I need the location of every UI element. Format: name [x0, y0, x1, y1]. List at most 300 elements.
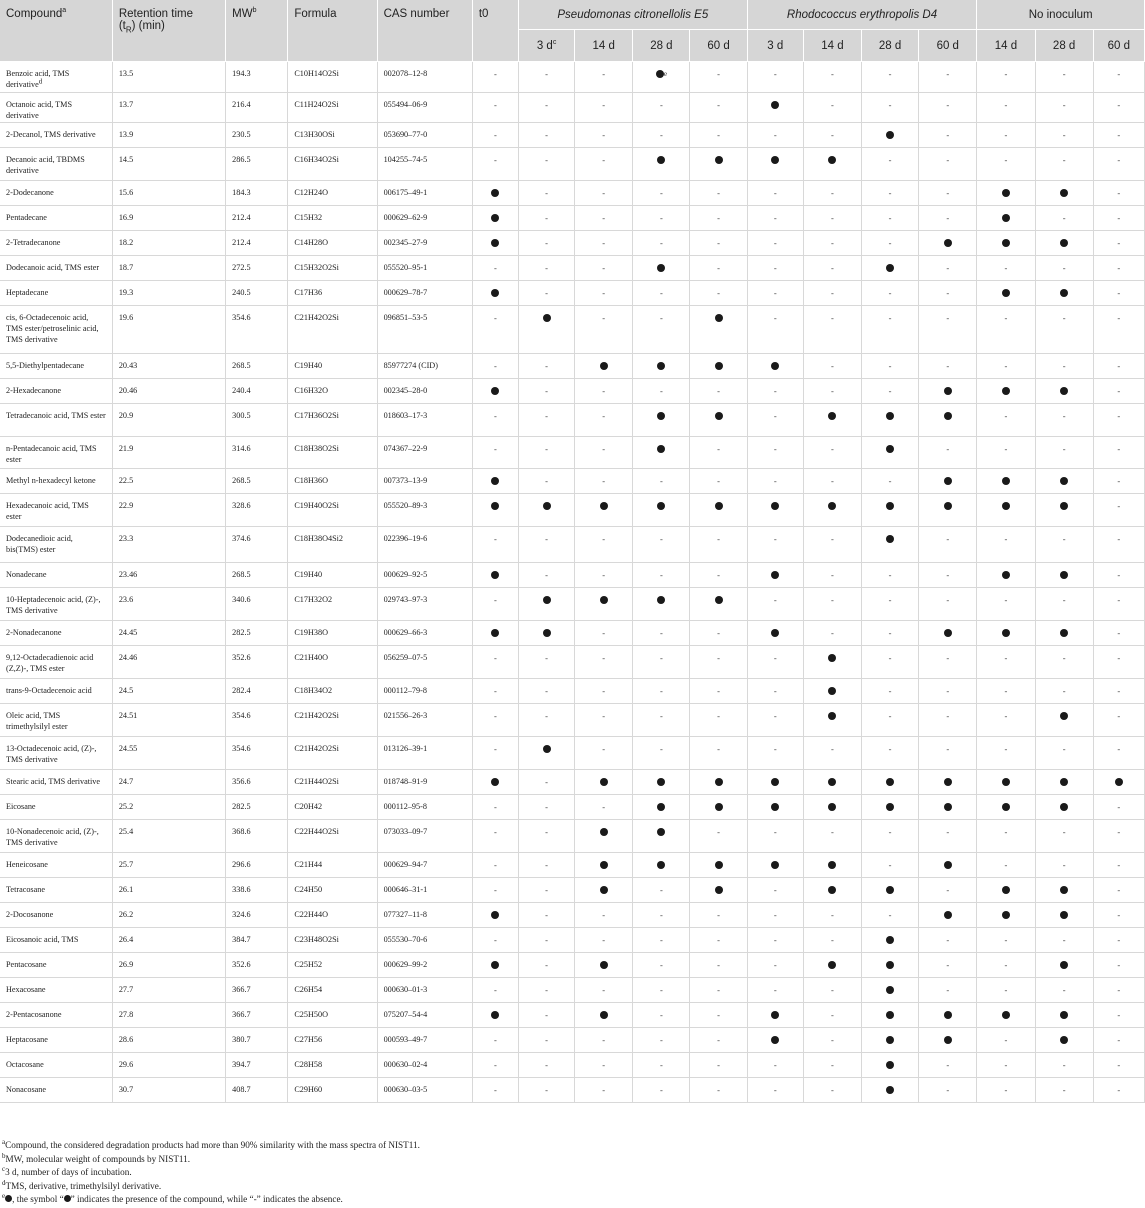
col-header-cas-number: CAS number: [377, 0, 472, 62]
cell-t0: [472, 379, 518, 404]
absence-dash: -: [1117, 360, 1121, 371]
cell-t0: [472, 588, 518, 621]
cell-p-14d: [575, 770, 633, 795]
cell-p-60d: [690, 469, 747, 494]
table-row: [0, 1053, 1145, 1078]
cell-t0: [472, 770, 518, 795]
cell-p-3d: [518, 853, 574, 878]
cell-n-28d: [1035, 62, 1093, 93]
presence-dot-icon: [491, 571, 499, 579]
cell-n-14d: [977, 469, 1035, 494]
absence-dash: -: [1117, 859, 1121, 870]
cell-retention-time: 24.51: [112, 704, 225, 737]
absence-dash: -: [602, 99, 606, 110]
cell-r-28d: [862, 62, 919, 93]
cell-n-28d: [1035, 469, 1093, 494]
cell-n-60d: [1093, 62, 1144, 93]
absence-dash: -: [1117, 475, 1121, 486]
absence-dash: -: [773, 685, 777, 696]
cell-r-60d: [919, 404, 977, 437]
cell-p-60d: [690, 281, 747, 306]
cell-cas-number: 006175–49-1: [377, 181, 472, 206]
absence-dash: -: [888, 710, 892, 721]
cell-n-60d: [1093, 231, 1144, 256]
cell-compound: 5,5-Diethylpentadecane: [0, 354, 112, 379]
cell-r-14d: [803, 646, 861, 679]
cell-formula: C21H44O2Si: [288, 770, 377, 795]
cell-r-3d: [747, 62, 803, 93]
cell-p-14d: [575, 469, 633, 494]
presence-dot-icon: [715, 314, 723, 322]
absence-dash: -: [773, 934, 777, 945]
absence-dash: -: [717, 710, 720, 721]
absence-dash: -: [494, 934, 497, 945]
absence-dash: -: [494, 801, 497, 812]
presence-dot-icon: [886, 936, 894, 944]
absence-dash: -: [830, 627, 834, 638]
absence-dash: -: [888, 237, 892, 248]
cell-p-28d: [633, 527, 690, 563]
cell-p-14d: [575, 206, 633, 231]
cell-compound: Heptadecane: [0, 281, 112, 306]
absence-dash: -: [545, 984, 548, 995]
cell-n-60d: [1093, 737, 1144, 770]
cell-cas-number: 000629–78-7: [377, 281, 472, 306]
absence-dash: -: [888, 627, 892, 638]
cell-n-28d: [1035, 737, 1093, 770]
cell-r-3d: [747, 404, 803, 437]
absence-dash: -: [830, 909, 834, 920]
cell-p-28d: [633, 795, 690, 820]
absence-dash: -: [946, 187, 950, 198]
table-row: [0, 306, 1145, 354]
cell-p-3d: [518, 903, 574, 928]
absence-dash: -: [830, 934, 834, 945]
presence-dot-icon: [1060, 803, 1068, 811]
cell-n-60d: [1093, 795, 1144, 820]
cell-p-3d: [518, 231, 574, 256]
absence-dash: -: [888, 68, 892, 79]
cell-r-14d: [803, 1078, 861, 1103]
table-row: [0, 527, 1145, 563]
cell-p-60d: [690, 181, 747, 206]
absence-dash: -: [494, 884, 497, 895]
absence-dash: -: [1062, 212, 1066, 223]
cell-r-3d: [747, 123, 803, 148]
presence-dot-icon: [657, 803, 665, 811]
absence-dash: -: [602, 710, 606, 721]
cell-formula: C19H40: [288, 563, 377, 588]
cell-retention-time: 24.55: [112, 737, 225, 770]
table-row: [0, 1078, 1145, 1103]
presence-dot-icon: [1002, 571, 1010, 579]
absence-dash: -: [717, 569, 720, 580]
absence-dash: -: [602, 801, 606, 812]
cell-mw: 282.5: [226, 795, 288, 820]
absence-dash: -: [1117, 569, 1121, 580]
cell-mw: 212.4: [226, 206, 288, 231]
cell-cas-number: 000629–99-2: [377, 953, 472, 978]
cell-r-14d: [803, 588, 861, 621]
cell-p-60d: [690, 62, 747, 93]
cell-mw: 268.5: [226, 469, 288, 494]
absence-dash: -: [773, 652, 777, 663]
presence-dot-icon: [491, 189, 499, 197]
table-row: [0, 978, 1145, 1003]
presence-dot-icon: [886, 1061, 894, 1069]
cell-n-28d: [1035, 281, 1093, 306]
cell-retention-time: 20.43: [112, 354, 225, 379]
absence-dash: -: [602, 154, 606, 165]
cell-compound: 2-Pentacosanone: [0, 1003, 112, 1028]
absence-dash: -: [545, 1009, 548, 1020]
cell-formula: C23H48O2Si: [288, 928, 377, 953]
presence-dot-icon: [715, 502, 723, 510]
cell-r-14d: [803, 206, 861, 231]
cell-r-14d: [803, 563, 861, 588]
cell-p-3d: [518, 1053, 574, 1078]
cell-retention-time: 24.5: [112, 679, 225, 704]
cell-r-14d: [803, 181, 861, 206]
presence-dot-icon: [491, 239, 499, 247]
cell-retention-time: 22.5: [112, 469, 225, 494]
col-header-formula: Formula: [288, 0, 377, 62]
cell-p-28d: [633, 621, 690, 646]
cell-r-60d: [919, 93, 977, 123]
presence-dot-icon: [1002, 189, 1010, 197]
absence-dash: -: [946, 934, 950, 945]
table-row: [0, 770, 1145, 795]
cell-r-28d: [862, 795, 919, 820]
absence-dash: -: [1004, 826, 1008, 837]
absence-dash: -: [888, 385, 892, 396]
absence-dash: -: [494, 652, 497, 663]
cell-r-3d: [747, 621, 803, 646]
cell-r-14d: [803, 679, 861, 704]
absence-dash: -: [1062, 743, 1066, 754]
absence-dash: -: [946, 262, 950, 273]
presence-dot-icon: [715, 778, 723, 786]
absence-dash: -: [717, 187, 720, 198]
cell-p-3d: [518, 704, 574, 737]
absence-dash: -: [888, 859, 892, 870]
cell-n-28d: [1035, 795, 1093, 820]
presence-dot-icon: [491, 1011, 499, 1019]
cell-p-3d: [518, 928, 574, 953]
absence-dash: -: [717, 1059, 720, 1070]
absence-dash: -: [946, 1059, 950, 1070]
presence-dot-icon: [657, 828, 665, 836]
cell-n-60d: [1093, 306, 1144, 354]
absence-dash: -: [1004, 859, 1008, 870]
cell-cas-number: 055520–89-3: [377, 494, 472, 527]
absence-dash: -: [1117, 443, 1121, 454]
cell-r-60d: [919, 770, 977, 795]
absence-dash: -: [1062, 312, 1066, 323]
table-row: [0, 563, 1145, 588]
col-header-p-60d: 60 d: [690, 30, 747, 62]
cell-r-60d: [919, 206, 977, 231]
cell-cas-number: 074367–22-9: [377, 437, 472, 469]
absence-dash: -: [717, 652, 720, 663]
cell-p-28d: [633, 148, 690, 181]
cell-cas-number: 002345–27-9: [377, 231, 472, 256]
cell-p-3d: [518, 621, 574, 646]
presence-dot-icon: [771, 571, 779, 579]
cell-retention-time: 14.5: [112, 148, 225, 181]
absence-dash: -: [545, 934, 548, 945]
absence-dash: -: [830, 99, 834, 110]
cell-n-60d: [1093, 494, 1144, 527]
cell-p-14d: [575, 903, 633, 928]
presence-dot-icon: [543, 629, 551, 637]
cell-r-14d: [803, 928, 861, 953]
cell-p-28d: [633, 1053, 690, 1078]
cell-t0: [472, 704, 518, 737]
presence-dot-icon: [491, 911, 499, 919]
cell-formula: C15H32O2Si: [288, 256, 377, 281]
absence-dash: -: [773, 68, 777, 79]
cell-retention-time: 16.9: [112, 206, 225, 231]
cell-p-60d: [690, 588, 747, 621]
absence-dash: -: [773, 262, 777, 273]
cell-p-60d: [690, 853, 747, 878]
cell-cas-number: 055520–95-1: [377, 256, 472, 281]
cell-retention-time: 30.7: [112, 1078, 225, 1103]
cell-mw: 296.6: [226, 853, 288, 878]
presence-dot-icon: [944, 861, 952, 869]
presence-dot-icon: [828, 712, 836, 720]
absence-dash: -: [602, 1059, 606, 1070]
absence-dash: -: [830, 1009, 834, 1020]
cell-p-3d: [518, 62, 574, 93]
cell-p-14d: [575, 306, 633, 354]
cell-p-14d: [575, 704, 633, 737]
cell-mw: 384.7: [226, 928, 288, 953]
cell-n-14d: [977, 1053, 1035, 1078]
cell-t0: [472, 853, 518, 878]
cell-r-3d: [747, 306, 803, 354]
absence-dash: -: [946, 884, 950, 895]
absence-dash: -: [494, 743, 497, 754]
cell-r-3d: [747, 903, 803, 928]
absence-dash: -: [946, 569, 950, 580]
presence-dot-icon: [543, 596, 551, 604]
table-body: [0, 62, 1145, 1103]
absence-dash: -: [888, 99, 892, 110]
absence-dash: -: [946, 99, 950, 110]
presence-dot-icon: [491, 477, 499, 485]
presence-dot-icon: [657, 502, 665, 510]
presence-dot-icon: [886, 264, 894, 272]
absence-dash: -: [717, 237, 720, 248]
cell-p-3d: [518, 354, 574, 379]
col-header-r-28d: 28 d: [862, 30, 919, 62]
presence-dot-icon: [944, 911, 952, 919]
absence-dash: -: [1117, 627, 1121, 638]
absence-dash: -: [545, 909, 548, 920]
absence-dash: -: [1004, 685, 1008, 696]
absence-dash: -: [602, 187, 606, 198]
cell-compound: 10-Heptadecenoic acid, (Z)-, TMS derivative: [0, 588, 112, 621]
absence-dash: -: [830, 443, 834, 454]
cell-mw: 184.3: [226, 181, 288, 206]
absence-dash: -: [494, 443, 497, 454]
absence-dash: -: [602, 934, 606, 945]
presence-dot-icon: [600, 596, 608, 604]
cell-p-3d: [518, 820, 574, 853]
cell-mw: 394.7: [226, 1053, 288, 1078]
cell-p-60d: [690, 953, 747, 978]
cell-p-3d: [518, 679, 574, 704]
cell-p-3d: [518, 588, 574, 621]
cell-t0: [472, 494, 518, 527]
cell-n-28d: [1035, 181, 1093, 206]
presence-dot-icon: [944, 1036, 952, 1044]
cell-cas-number: 077327–11-8: [377, 903, 472, 928]
cell-formula: C19H40O2Si: [288, 494, 377, 527]
table-row: [0, 795, 1145, 820]
cell-r-60d: [919, 437, 977, 469]
absence-dash: -: [888, 360, 892, 371]
absence-dash: -: [830, 360, 834, 371]
cell-r-3d: [747, 795, 803, 820]
absence-dash: -: [1004, 129, 1008, 140]
absence-dash: -: [602, 685, 606, 696]
presence-dot-icon: [944, 412, 952, 420]
presence-dot-icon: [828, 961, 836, 969]
absence-dash: -: [494, 594, 497, 605]
absence-dash: -: [1004, 652, 1008, 663]
cell-p-14d: [575, 494, 633, 527]
presence-dot-icon: [600, 861, 608, 869]
cell-n-60d: [1093, 181, 1144, 206]
cell-n-60d: [1093, 646, 1144, 679]
absence-dash: -: [1062, 984, 1066, 995]
cell-r-60d: [919, 737, 977, 770]
cell-n-28d: [1035, 928, 1093, 953]
absence-dash: -: [773, 533, 777, 544]
presence-dot-icon: [1060, 571, 1068, 579]
cell-retention-time: 27.8: [112, 1003, 225, 1028]
cell-n-14d: [977, 379, 1035, 404]
presence-dot-icon: [1060, 1036, 1068, 1044]
cell-mw: 240.5: [226, 281, 288, 306]
cell-cas-number: 075207–54-4: [377, 1003, 472, 1028]
cell-r-3d: [747, 1003, 803, 1028]
presence-dot-icon: [1002, 387, 1010, 395]
cell-p-28d: [633, 704, 690, 737]
cell-r-28d: [862, 306, 919, 354]
cell-r-3d: [747, 527, 803, 563]
cell-cas-number: 000112–95-8: [377, 795, 472, 820]
group-header-no-inoculum: No inoculum: [977, 0, 1145, 30]
absence-dash: -: [659, 533, 663, 544]
cell-r-28d: [862, 563, 919, 588]
cell-compound: Dodecanedioic acid, bis(TMS) ester: [0, 527, 112, 563]
absence-dash: -: [717, 984, 720, 995]
absence-dash: -: [1004, 934, 1008, 945]
cell-formula: C18H38O4Si2: [288, 527, 377, 563]
absence-dash: -: [659, 287, 663, 298]
cell-cas-number: 055530–70-6: [377, 928, 472, 953]
cell-n-14d: [977, 494, 1035, 527]
presence-dot-icon: [1002, 911, 1010, 919]
cell-p-3d: [518, 1028, 574, 1053]
presence-dot-icon: [600, 886, 608, 894]
cell-formula: C19H40: [288, 354, 377, 379]
cell-p-60d: [690, 679, 747, 704]
absence-dash: -: [1062, 99, 1066, 110]
presence-dot-icon: [1060, 387, 1068, 395]
cell-r-60d: [919, 704, 977, 737]
col-header-r-3d: 3 d: [747, 30, 803, 62]
cell-r-3d: [747, 93, 803, 123]
cell-r-60d: [919, 494, 977, 527]
presence-dot-icon: [771, 1011, 779, 1019]
absence-dash: -: [494, 99, 497, 110]
absence-dash: -: [1117, 959, 1121, 970]
cell-n-60d: [1093, 206, 1144, 231]
cell-cas-number: 000630–02-4: [377, 1053, 472, 1078]
cell-p-3d: [518, 379, 574, 404]
cell-cas-number: 055494–06-9: [377, 93, 472, 123]
table-row: [0, 231, 1145, 256]
cell-compound: Nonacosane: [0, 1078, 112, 1103]
cell-p-14d: [575, 621, 633, 646]
cell-mw: 354.6: [226, 306, 288, 354]
cell-n-28d: [1035, 770, 1093, 795]
cell-r-60d: [919, 903, 977, 928]
cell-r-14d: [803, 148, 861, 181]
cell-p-28d: [633, 1078, 690, 1103]
absence-dash: -: [659, 385, 663, 396]
col-header-r-14d: 14 d: [803, 30, 861, 62]
cell-t0: [472, 62, 518, 93]
presence-dot-icon: [886, 1036, 894, 1044]
cell-p-28d: [633, 1003, 690, 1028]
absence-dash: -: [1117, 984, 1121, 995]
cell-r-28d: [862, 354, 919, 379]
table-row: [0, 1028, 1145, 1053]
cell-r-28d: [862, 1053, 919, 1078]
cell-n-14d: [977, 123, 1035, 148]
presence-dot-icon: [1002, 886, 1010, 894]
cell-t0: [472, 148, 518, 181]
cell-r-60d: [919, 1003, 977, 1028]
absence-dash: -: [494, 154, 497, 165]
table-row: [0, 679, 1145, 704]
cell-n-14d: [977, 588, 1035, 621]
presence-dot-icon: [491, 502, 499, 510]
cell-r-28d: [862, 379, 919, 404]
table-header: [0, 0, 1145, 62]
absence-dash: -: [659, 743, 663, 754]
absence-dash: -: [494, 262, 497, 273]
presence-dot-icon: [1060, 911, 1068, 919]
cell-cas-number: 000629–62-9: [377, 206, 472, 231]
cell-r-28d: [862, 820, 919, 853]
absence-dash: -: [888, 569, 892, 580]
cell-compound: Eicosane: [0, 795, 112, 820]
presence-dot-icon: [886, 1011, 894, 1019]
absence-dash: -: [830, 237, 834, 248]
cell-t0: [472, 469, 518, 494]
absence-dash: -: [545, 801, 548, 812]
absence-dash: -: [717, 934, 720, 945]
absence-dash: -: [602, 212, 606, 223]
cell-mw: 354.6: [226, 737, 288, 770]
